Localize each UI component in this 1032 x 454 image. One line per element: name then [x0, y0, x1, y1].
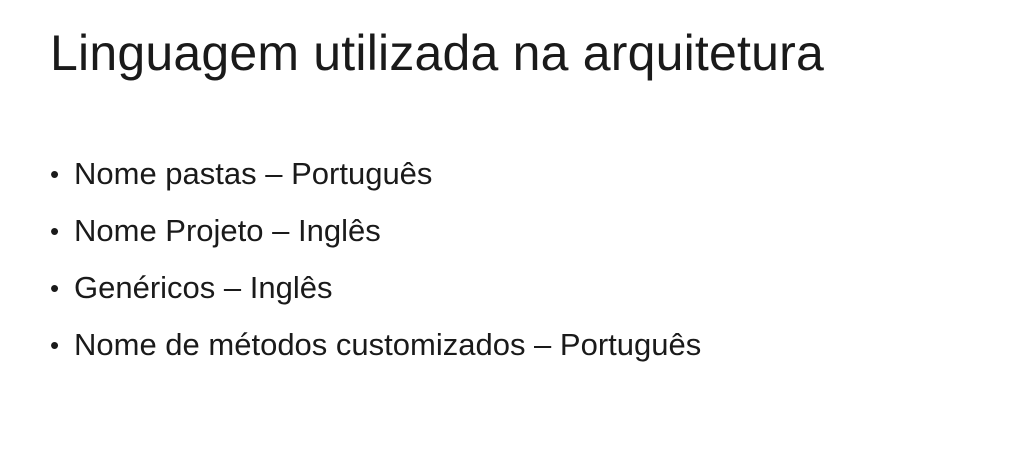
slide-title: Linguagem utilizada na arquitetura	[50, 25, 824, 81]
bullet-icon: •	[50, 329, 60, 360]
bullet-icon: •	[50, 158, 60, 189]
bullet-icon: •	[50, 215, 60, 246]
bullet-list	[50, 145, 701, 373]
bullet-item	[50, 316, 701, 373]
bullet-text: Genéricos – Inglês	[74, 269, 333, 305]
bullet-item	[50, 202, 701, 259]
bullet-item	[50, 259, 701, 316]
bullet-item	[50, 145, 701, 202]
bullet-text: Nome pastas – Português	[74, 155, 433, 191]
bullet-text: Nome de métodos customizados – Português	[74, 326, 702, 362]
bullet-text: Nome Projeto – Inglês	[74, 212, 381, 248]
bullet-icon: •	[50, 272, 60, 303]
